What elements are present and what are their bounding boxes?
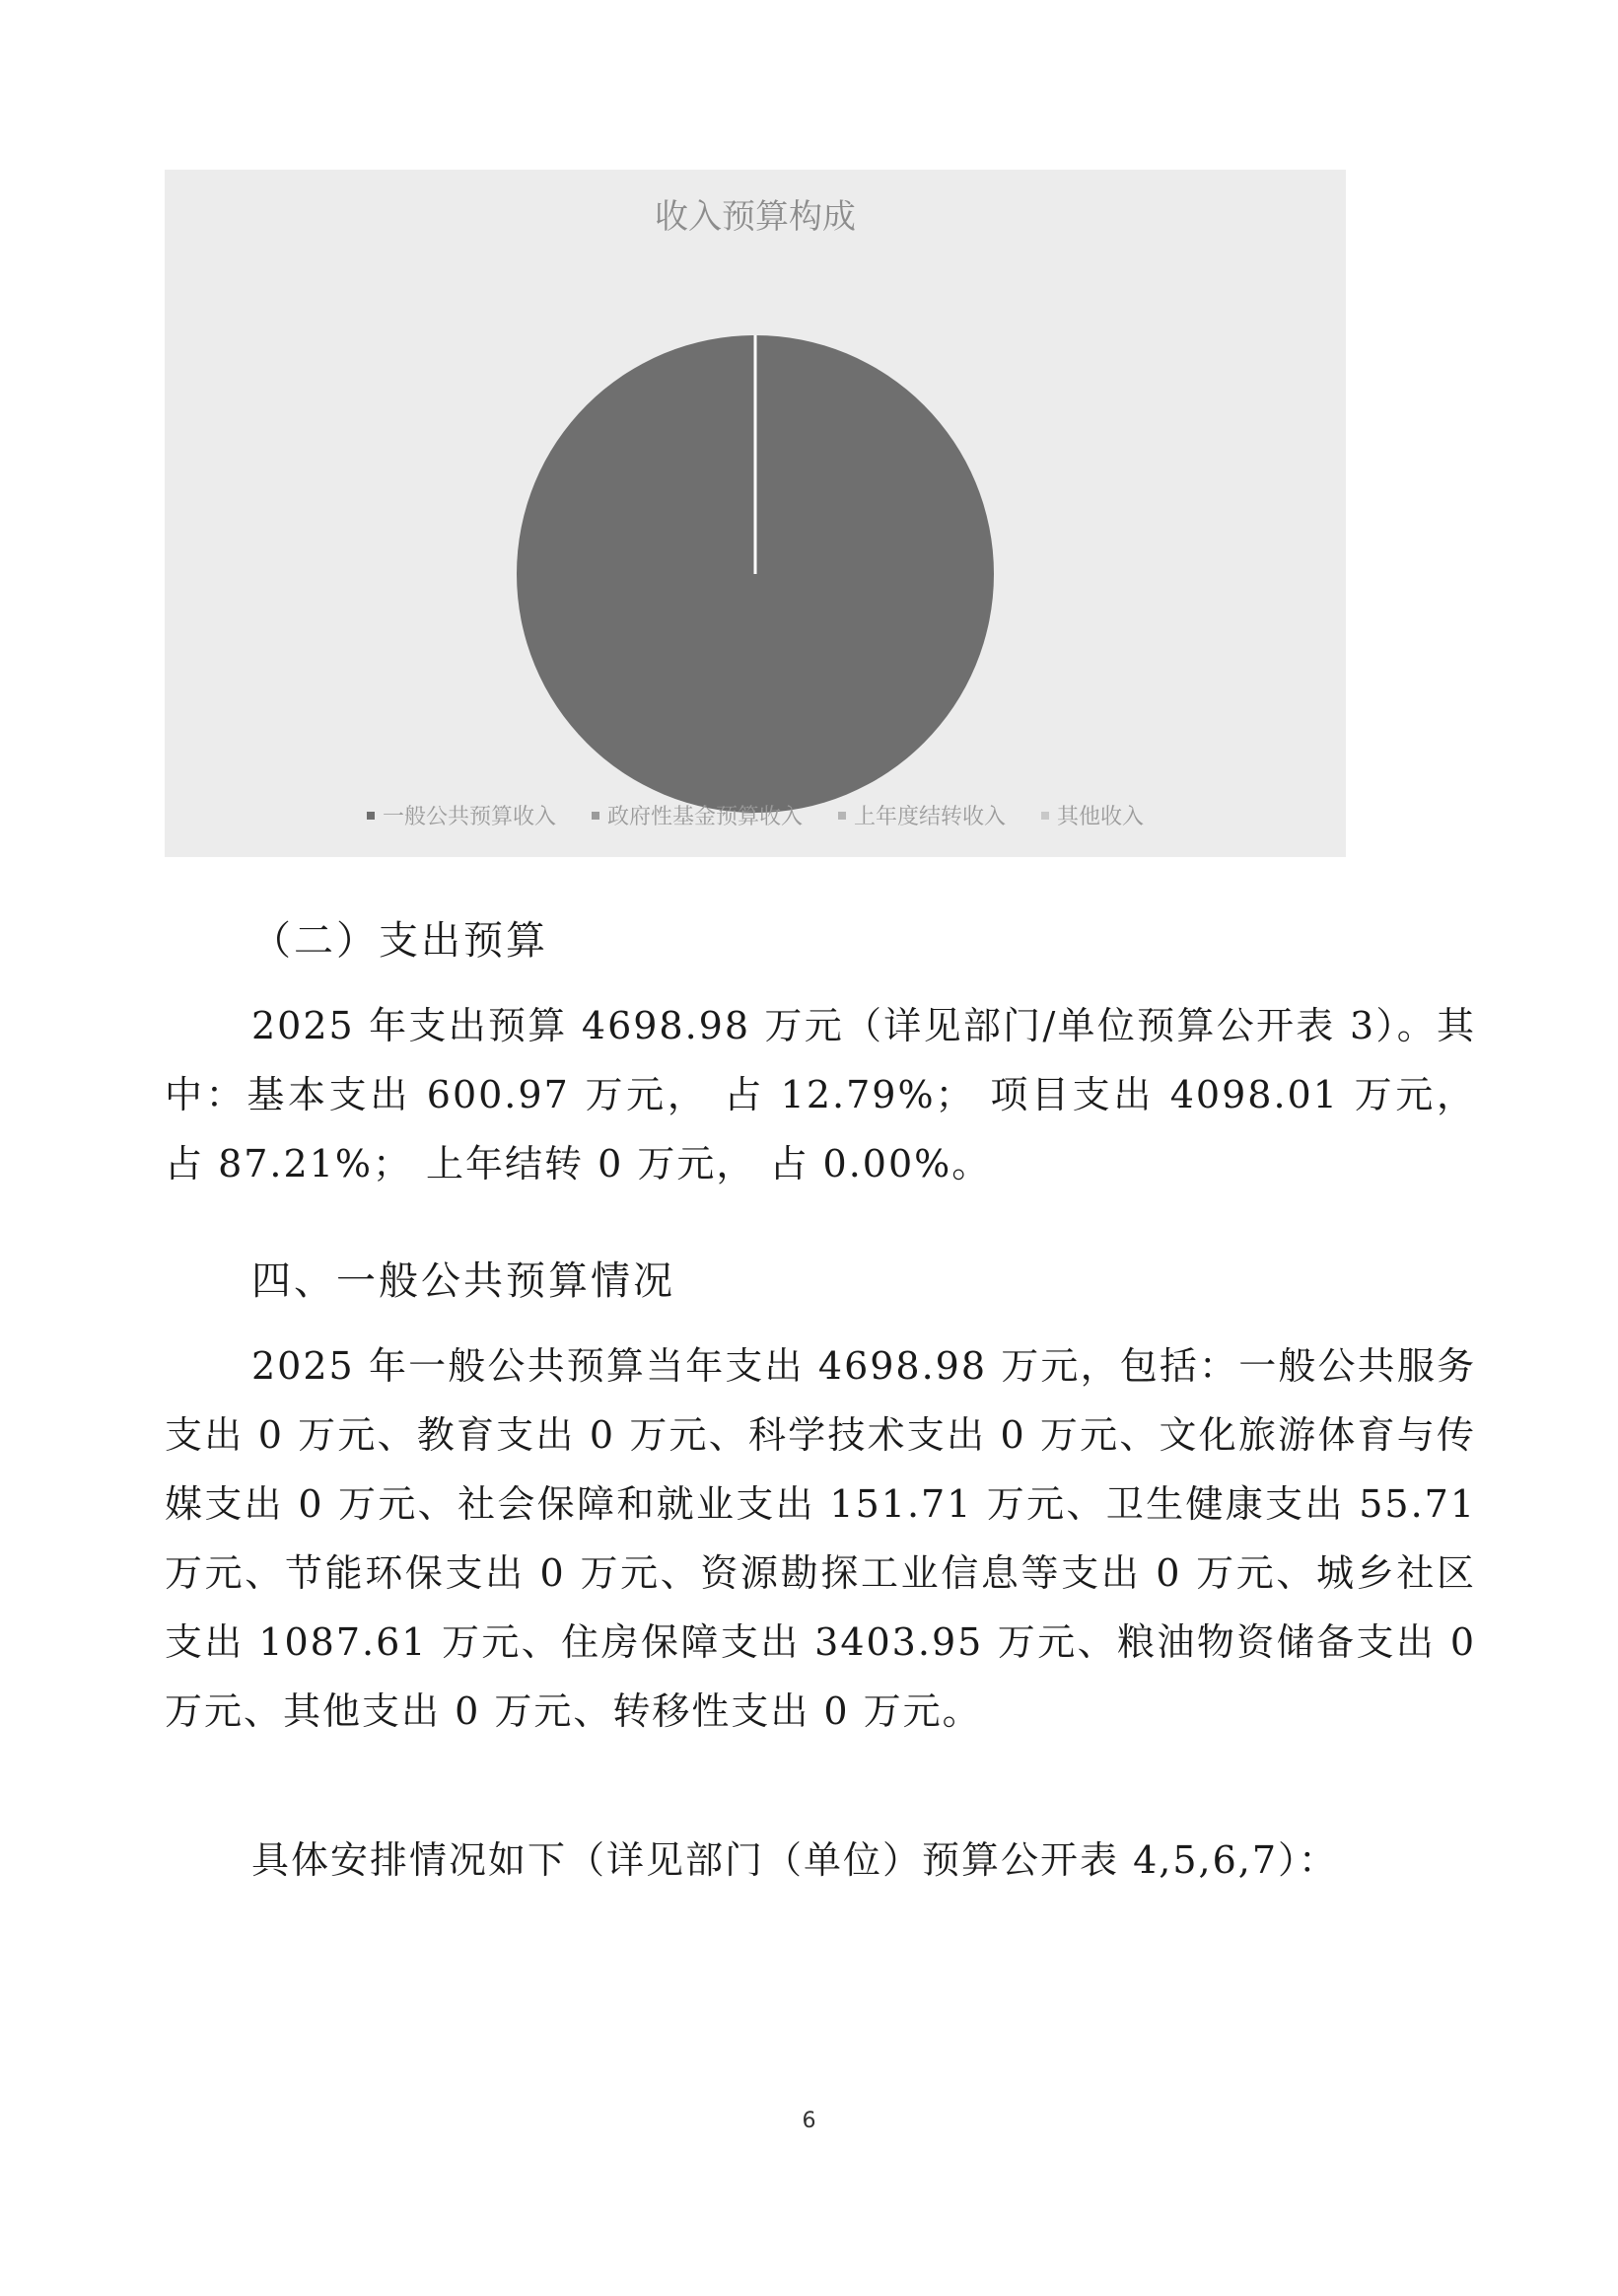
chart-title: 收入预算构成 — [655, 197, 856, 237]
legend-label: 一般公共预算收入 — [382, 805, 556, 829]
legend-item — [838, 800, 1006, 830]
legend-label: 政府性基金预算收入 — [606, 805, 803, 829]
legend-label: 上年度结转收入 — [854, 805, 1007, 829]
legend-item — [592, 800, 803, 830]
expense-budget-paragraph: 2025 年支出预算 4698.98 万元（详见部门/单位预算公开表 3）。其中：基本支出 600.97 万元， 占 12.79%； 项目支出 4098.01 万元，占 87.21%； 上年结转 0 万元， 占 0.00%。 — [165, 1004, 1476, 1185]
legend-swatch — [592, 812, 599, 820]
legend-swatch — [367, 812, 375, 820]
pie-chart-canvas — [165, 170, 1346, 857]
expense-budget-heading: （二）支出预算 — [251, 918, 548, 964]
legend-item — [1041, 800, 1144, 830]
legend-label: 其他收入 — [1057, 805, 1145, 829]
chart-legend — [165, 800, 1346, 830]
legend-swatch — [838, 812, 846, 820]
income-budget-pie-chart — [165, 170, 1346, 857]
page-number: 6 — [802, 2109, 816, 2133]
general-budget-paragraph: 2025 年一般公共预算当年支出 4698.98 万元，包括：一般公共服务支出 0 万元、教育支出 0 万元、科学技术支出 0 万元、文化旅游体育与传媒支出 0 万元、社会保障和就业支出 151.71 万元、卫生健康支出 55.71 万元、节能环保支出 0 万元、资源勘探工业信息等支出 0 万元、城乡社区支出 1087.61 万元、住房保障支出 3403.95 万元、粮油物资储备支出 0 万元、其他支出 0 万元、转移性支出 0 万元。 — [165, 1344, 1476, 1733]
detail-line: 具体安排情况如下（详见部门（单位）预算公开表 4,5,6,7）： — [251, 1838, 1339, 1882]
general-budget-heading: 四、一般公共预算情况 — [251, 1258, 675, 1304]
legend-item — [367, 800, 556, 830]
legend-swatch — [1041, 812, 1049, 820]
